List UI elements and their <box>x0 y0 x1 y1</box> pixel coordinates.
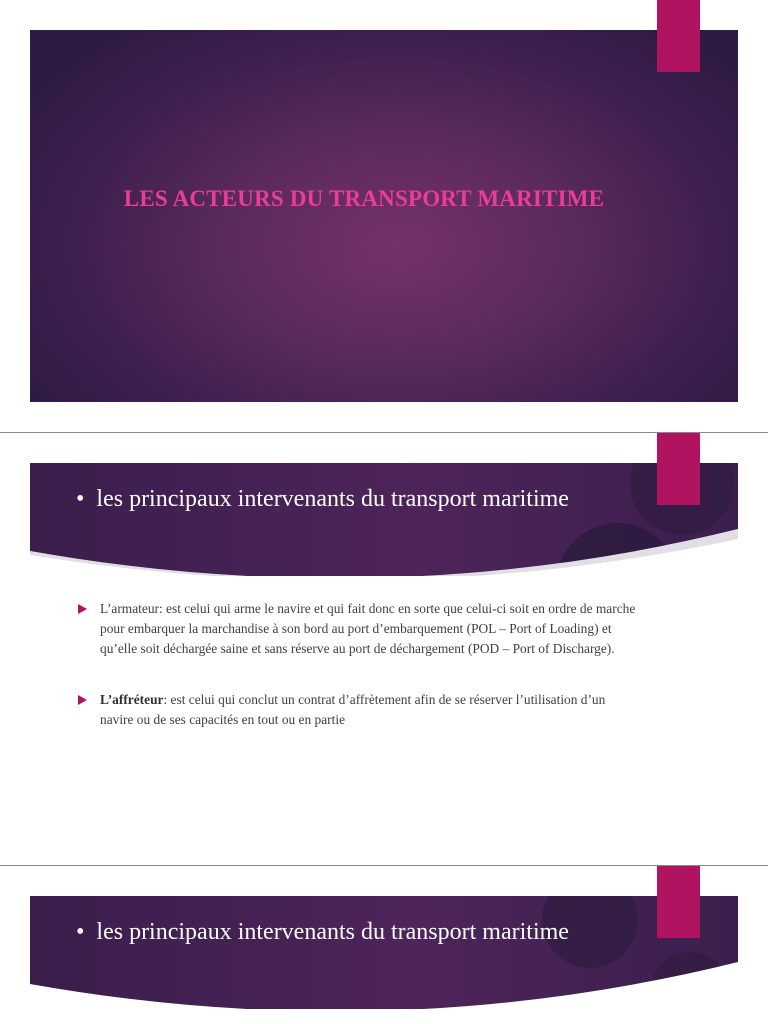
slide-content-1[interactable] <box>0 433 768 865</box>
accent-tab <box>657 866 700 938</box>
slide-title[interactable] <box>0 0 768 432</box>
list-item <box>78 599 638 659</box>
banner-shape <box>30 896 738 1009</box>
title-background-panel <box>30 30 738 402</box>
arrow-bullet-icon <box>78 695 87 705</box>
slide-heading-text: les principaux intervenants du transport maritime <box>96 919 569 945</box>
list-item-text: L’armateur: est celui qui arme le navire et qui fait donc en sorte que celui-ci soit en ordre de marche pour embarquer la marchandise à son bord au port d’embarquement (POL – Port of Loading) et qu’elle soit déchargée saine et sans réserve au port de déchargement (POD – Port of Discharge). <box>100 601 636 656</box>
heading-bullet: • <box>76 919 85 945</box>
slide-heading <box>76 915 636 950</box>
list-item-label: L’affréteur <box>100 692 164 707</box>
list-item-text: : est celui qui conclut un contrat d’affrètement afin de se réserver l’utilisation d’un navire ou de ses capacités en tout ou en partie <box>100 692 606 727</box>
arrow-bullet-icon <box>78 604 87 614</box>
heading-bullet: • <box>76 486 85 512</box>
accent-tab <box>657 433 700 505</box>
heading-banner <box>30 896 738 1009</box>
slide-heading <box>76 482 636 517</box>
list-item <box>78 690 638 730</box>
content-list <box>78 599 638 730</box>
accent-tab <box>657 0 700 72</box>
slide-content-2[interactable] <box>0 866 768 1024</box>
banner-shape <box>30 463 738 576</box>
slide-title-text: LES ACTEURS DU TRANSPORT MARITIME <box>123 186 605 211</box>
heading-banner <box>30 463 738 576</box>
slide-heading-text: les principaux intervenants du transport maritime <box>96 486 569 512</box>
